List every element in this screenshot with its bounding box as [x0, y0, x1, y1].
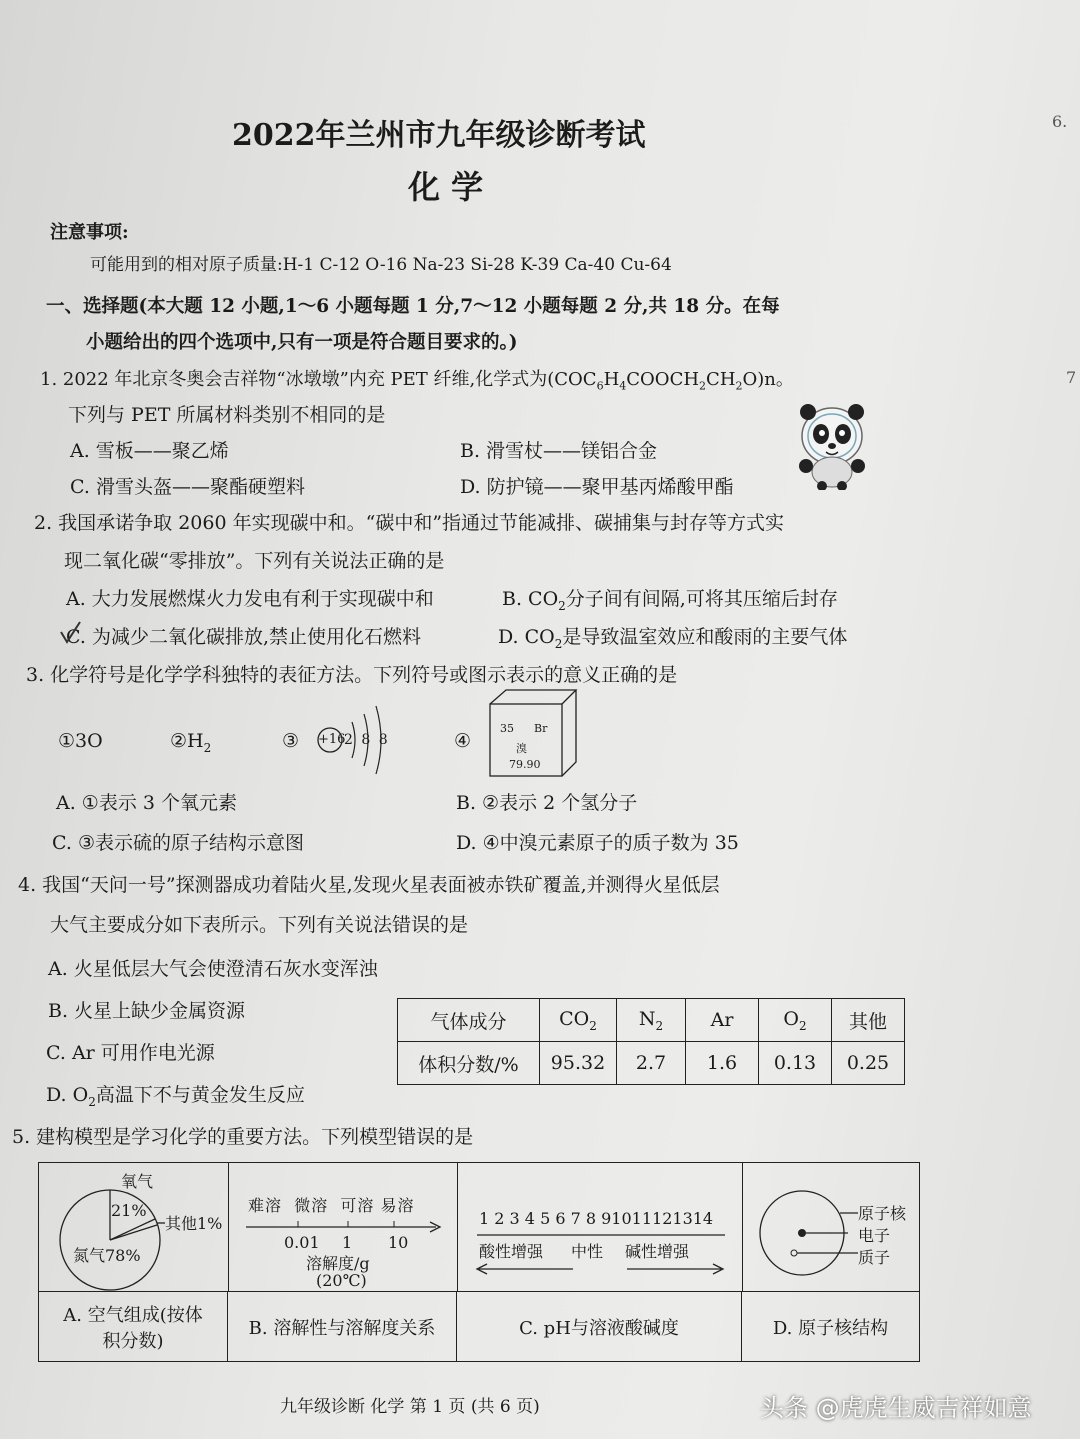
q2-option-d: D. $CO_2$是导致温室效应和酸雨的主要气体	[498, 626, 848, 651]
model-solubility	[228, 1163, 458, 1291]
q3-symbol-3: ③	[282, 730, 300, 752]
q1-stem-line2: 下列与 PET 所属材料类别不相同的是	[68, 404, 386, 426]
table-cell: 体积分数/%	[398, 1042, 540, 1085]
q4-option-b: B. 火星上缺少金属资源	[48, 1000, 246, 1022]
q5-stem: 5. 建构模型是学习化学的重要方法。下列模型错误的是	[12, 1126, 474, 1148]
subject-title: 化 学	[408, 168, 484, 206]
atom-shell-electrons: 2 8 8	[344, 732, 390, 748]
q4-stem-line1: 4. 我国“天问一号”探测器成功着陆火星,发现火星表面被赤铁矿覆盖,并测得火星低层	[18, 874, 720, 896]
solubility-temp: (20℃)	[316, 1271, 367, 1290]
atom-label-proton: 质子	[858, 1248, 891, 1267]
model-label-b: B. 溶解性与溶解度关系	[228, 1291, 457, 1362]
air-pie-chart	[55, 1185, 165, 1295]
q2-stem-line1: 2. 我国承诺争取 2060 年实现碳中和。“碳中和”指通过节能减排、碳捕集与封存等方式实	[34, 512, 785, 534]
table-row	[398, 999, 905, 1042]
q3-option-b: B. ②表示 2 个氢分子	[456, 792, 638, 814]
section-heading-line1: 一、选择题(本大题 12 小题,1～6 小题每题 1 分,7～12 小题每题 2 分,共 18 分。在每	[46, 296, 780, 317]
q2-option-b: B. $CO_2$分子间有间隔,可将其压缩后封存	[502, 588, 838, 613]
pie-label-oxygen: 氧气	[121, 1172, 154, 1191]
watermark: 头条 @虎虎生威吉祥如意	[760, 1394, 1032, 1422]
models-table	[38, 1162, 920, 1362]
q3-stem: 3. 化学符号是化学学科独特的表征方法。下列符号或图示表示的意义正确的是	[26, 664, 678, 686]
pie-label-oxygen-pct: 21%	[111, 1201, 147, 1220]
table-cell: 95.32	[540, 1042, 617, 1085]
q3-symbol-4: ④	[454, 730, 472, 752]
check-mark-icon	[58, 618, 84, 646]
table-cell: 1.6	[686, 1042, 759, 1085]
solubility-unit: 溶解度/g	[306, 1254, 370, 1273]
table-cell: 0.25	[832, 1042, 905, 1085]
table-header-cell: $O_2$	[759, 999, 832, 1042]
corner-number-7: 7	[1066, 368, 1077, 387]
table-cell: 2.7	[617, 1042, 686, 1085]
table-cell: 0.13	[759, 1042, 832, 1085]
element-mass: 79.90	[509, 758, 541, 771]
ph-base-label: 碱性增强	[625, 1242, 690, 1261]
mars-atmosphere-table	[397, 998, 905, 1085]
q2-stem-line2: 现二氧化碳“零排放”。下列有关说法正确的是	[64, 550, 445, 572]
q2-option-c: C. 为减少二氧化碳排放,禁止使用化石燃料	[66, 626, 421, 648]
corner-number-6: 6.	[1052, 112, 1068, 131]
page-footer: 九年级诊断 化学 第 1 页 (共 6 页)	[280, 1397, 540, 1417]
model-atom	[742, 1163, 919, 1291]
atom-nucleus-label: +16	[318, 732, 346, 747]
q1-option-d: D. 防护镜——聚甲基丙烯酸甲酯	[460, 476, 734, 498]
table-header-cell: 气体成分	[398, 999, 540, 1042]
element-name: 溴	[516, 742, 527, 755]
q3-option-a: A. ①表示 3 个氧元素	[56, 792, 238, 814]
model-ph	[457, 1163, 743, 1291]
model-label-c: C. pH与溶液酸碱度	[457, 1291, 742, 1362]
mascot-panda-icon	[792, 400, 872, 490]
q4-option-a: A. 火星低层大气会使澄清石灰水变浑浊	[48, 958, 378, 980]
q3-option-d: D. ④中溴元素原子的质子数为 35	[456, 832, 739, 854]
exam-title: 2022年兰州市九年级诊断考试	[232, 118, 646, 153]
section-heading-line2: 小题给出的四个选项中,只有一项是符合题目要求的。)	[86, 332, 518, 353]
q4-stem-line2: 大气主要成分如下表所示。下列有关说法错误的是	[50, 914, 469, 936]
q1-stem-line1: 1. 2022 年北京冬奥会吉祥物“冰墩墩”内充 PET 纤维,化学式为$(COC_6H_4COOCH_2CH_2O)n$。	[40, 369, 794, 393]
table-header-cell: $CO_2$	[540, 999, 617, 1042]
table-header-cell: $N_2$	[617, 999, 686, 1042]
solubility-tick-3: 10	[388, 1233, 409, 1252]
ph-scale-numbers: 1 2 3 4 5 6 7 8 91011121314	[479, 1209, 714, 1228]
ph-neutral-label: 中性	[571, 1242, 604, 1261]
q1-option-c: C. 滑雪头盔——聚酯硬塑料	[70, 476, 305, 498]
q3-symbol-1: ①3O	[58, 730, 103, 752]
element-symbol: Br	[534, 722, 548, 735]
table-header-cell: 其他	[832, 999, 905, 1042]
q3-symbol-2: $②H_2$	[170, 730, 212, 755]
table-row	[398, 1042, 905, 1085]
element-atomic-number: 35	[500, 722, 514, 735]
model-label-d: D. 原子核结构	[742, 1291, 919, 1362]
solubility-labels: 难溶 微溶 可溶 易溶	[248, 1196, 415, 1215]
atom-label-electron: 电子	[858, 1226, 891, 1245]
q1-option-b: B. 滑雪杖——镁铝合金	[460, 440, 658, 462]
pie-label-nitrogen: 氮气78%	[73, 1246, 141, 1265]
solubility-tick-2: 1	[342, 1233, 353, 1252]
model-air-composition	[39, 1163, 229, 1291]
model-label-a: A. 空气组成(按体 积分数)	[39, 1291, 228, 1362]
atom-model-diagram	[752, 1185, 862, 1285]
pie-label-other: 其他1%	[165, 1214, 223, 1233]
table-header-cell: Ar	[686, 999, 759, 1042]
q4-option-d: D. $O_2$高温下不与黄金发生反应	[46, 1084, 305, 1109]
atom-label-nucleus: 原子核	[858, 1204, 907, 1223]
q2-option-a: A. 大力发展燃煤火力发电有利于实现碳中和	[66, 588, 434, 610]
atomic-masses: 可能用到的相对原子质量:H-1 C-12 O-16 Na-23 Si-28 K-39 Ca-40 Cu-64	[90, 255, 672, 275]
q4-option-c: C. Ar 可用作电光源	[46, 1042, 215, 1064]
q1-option-a: A. 雪板——聚乙烯	[70, 440, 229, 462]
q3-option-c: C. ③表示硫的原子结构示意图	[52, 832, 304, 854]
ph-acid-label: 酸性增强	[479, 1242, 544, 1261]
notice-heading: 注意事项:	[50, 222, 129, 243]
solubility-tick-1: 0.01	[284, 1233, 320, 1252]
